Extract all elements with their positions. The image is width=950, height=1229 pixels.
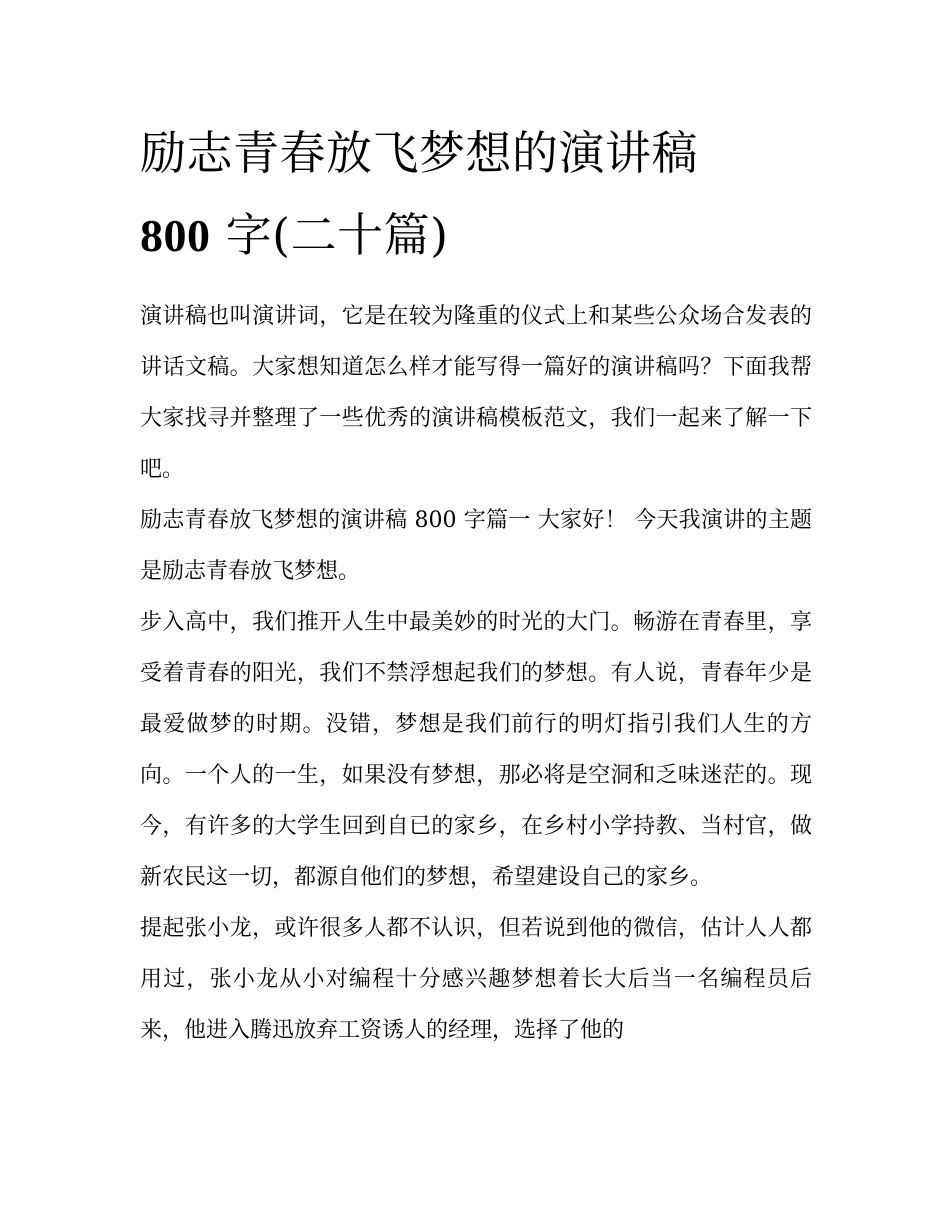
title-tail: 字(二十篇) [210,208,449,262]
title-line-1: 励志青春放飞梦想的演讲稿 [140,126,698,180]
document-body [140,112,812,1056]
document-title [140,112,812,277]
title-number: 800 [140,210,211,261]
paragraph-dream: 步入高中，我们推开人生中最美妙的时光的大门。畅游在青春里，享受着青春的阳光，我们不禁浮想起我们的梦想。有人说，青春年少是最爱做梦的时期。没错，梦想是我们前行的明灯指引我们人生的方向。一个人的一生，如果没有梦想，那必将是空洞和乏味迷茫的。现今，有许多的大学生回到自已的家乡，在乡村小学持教、当村官，做新农民这一切，都源自他们的梦想，希望建设自己的家乡。 [140,610,812,890]
paragraph-opening: 励志青春放飞梦想的演讲稿 800 字篇一 大家好！ 今天我演讲的主题是励志青春放飞梦想。 [140,508,812,584]
paragraph-zhang-xiaolong: 提起张小龙，或许很多人都不认识，但若说到他的微信，估计人人都用过，张小龙从小对编程十分感兴趣梦想着长大后当一名编程员后来，他进入腾迅放弃工资诱人的经理，选择了他的 [140,916,812,1043]
paragraph-intro: 演讲稿也叫演讲词，它是在较为隆重的仪式上和某些公众场合发表的讲话文稿。大家想知道怎么样才能写得一篇好的演讲稿吗？下面我帮大家找寻并整理了一些优秀的演讲稿模板范文，我们一起来了解一下吧。 [140,304,812,482]
